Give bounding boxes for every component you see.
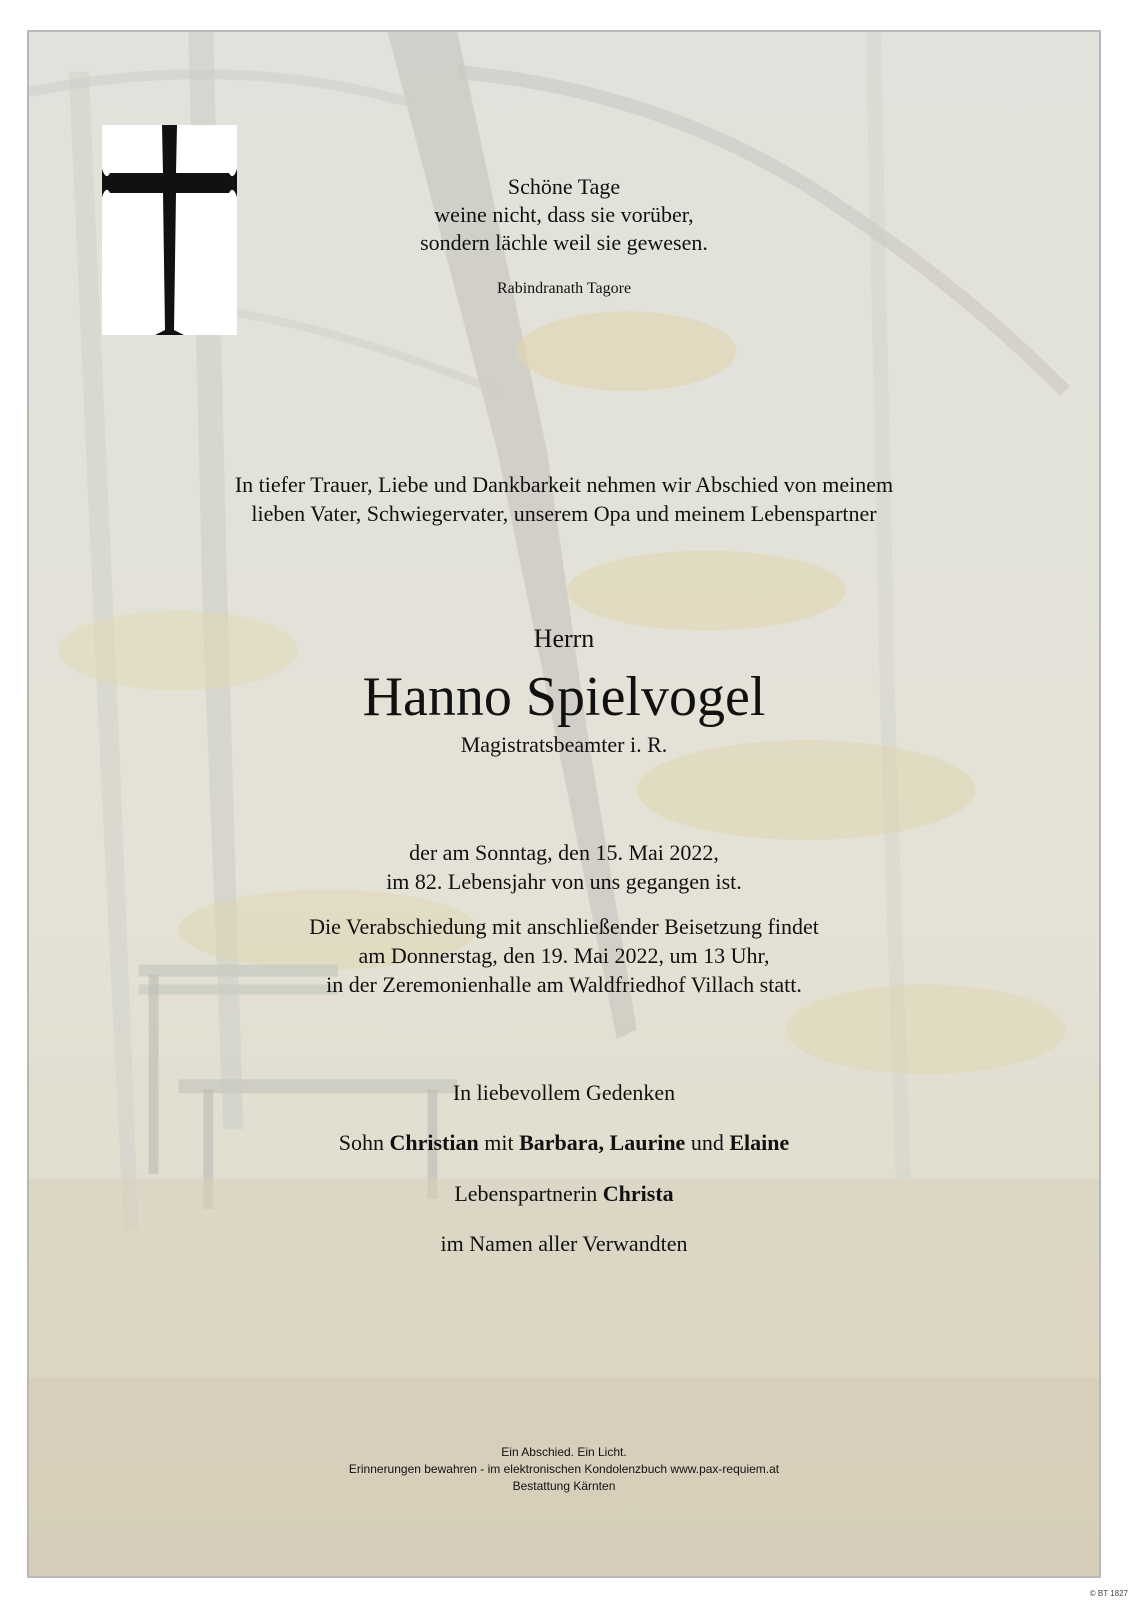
death-line: der am Sonntag, den 15. Mai 2022, bbox=[409, 840, 719, 865]
deceased-name: Hanno Spielvogel bbox=[362, 666, 766, 728]
ceremony-info bbox=[29, 912, 1099, 999]
mourner-name: Christa bbox=[602, 1181, 674, 1206]
death-line: im 82. Lebensjahr von uns gegangen ist. bbox=[386, 869, 742, 894]
intro-line: lieben Vater, Schwiegervater, unserem Opa und meinem Lebenspartner bbox=[251, 501, 877, 526]
ceremony-line: am Donnerstag, den 19. Mai 2022, um 13 Uhr, bbox=[358, 943, 770, 968]
mourner-name: Barbara, Laurine bbox=[519, 1130, 686, 1155]
quote-author: Rabindranath Tagore bbox=[496, 280, 632, 297]
intro-line: In tiefer Trauer, Liebe und Dankbarkeit nehmen wir Abschied von meinem bbox=[234, 472, 894, 497]
mourner-name: Christian bbox=[389, 1130, 479, 1155]
mourner-name: Elaine bbox=[729, 1130, 790, 1155]
ceremony-line: in der Zeremonienhalle am Waldfriedhof Villach statt. bbox=[326, 972, 802, 997]
footer-line: Ein Abschied. Ein Licht. bbox=[501, 1445, 627, 1459]
obituary-frame bbox=[27, 30, 1101, 1578]
quote bbox=[29, 173, 1099, 257]
footer-line: Erinnerungen bewahren - im elektronischen Kondolenzbuch www.pax-requiem.at bbox=[348, 1462, 780, 1476]
copyright-stamp: © BT 1827 bbox=[1089, 1589, 1128, 1598]
mourner-text: Sohn bbox=[338, 1130, 390, 1155]
footer bbox=[29, 1444, 1099, 1495]
mourner-text: mit bbox=[478, 1130, 520, 1155]
death-notice bbox=[29, 838, 1099, 896]
mourner-line-partner bbox=[29, 1181, 1099, 1207]
mourner-text: Lebenspartnerin bbox=[454, 1181, 603, 1206]
salutation: Herrn bbox=[533, 624, 595, 653]
mourner-text: und bbox=[685, 1130, 730, 1155]
remembrance-heading: In liebevollem Gedenken bbox=[452, 1080, 676, 1105]
ceremony-line: Die Verabschiedung mit anschließender Beisetzung findet bbox=[309, 914, 819, 939]
quote-line: Schöne Tage bbox=[507, 174, 621, 199]
mourner-line-relatives: im Namen aller Verwandten bbox=[440, 1231, 688, 1256]
quote-line: weine nicht, dass sie vorüber, bbox=[434, 202, 694, 227]
quote-line: sondern lächle weil sie gewesen. bbox=[420, 230, 708, 255]
deceased-profession: Magistratsbeamter i. R. bbox=[460, 732, 668, 757]
intro-text bbox=[29, 470, 1099, 528]
footer-line: Bestattung Kärnten bbox=[512, 1479, 616, 1493]
mourner-line-son bbox=[29, 1130, 1099, 1156]
